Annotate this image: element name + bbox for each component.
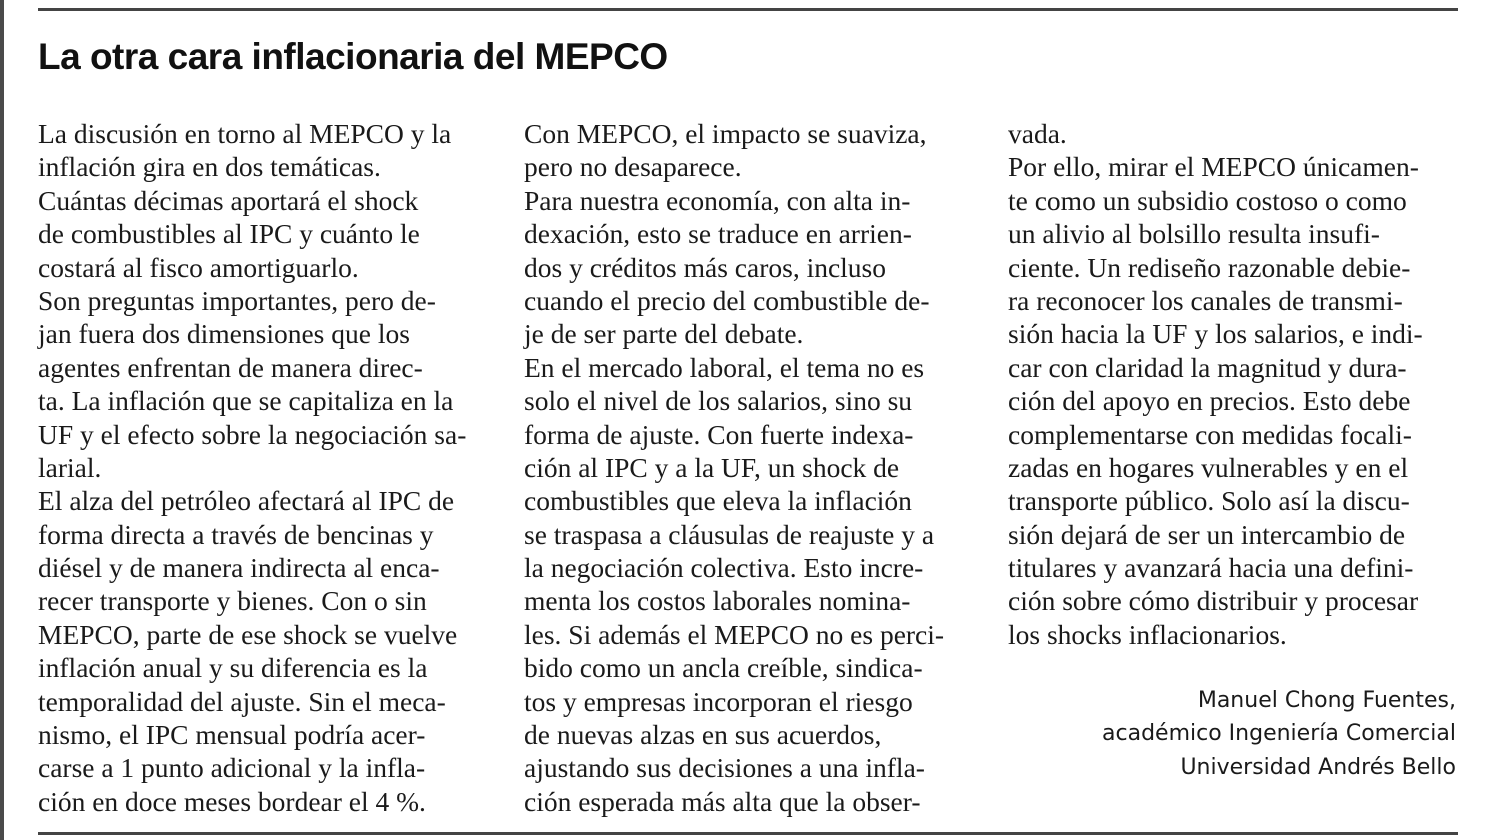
text-line: temporalidad del ajuste. Sin el meca- [38, 685, 446, 717]
article-column-3 [1008, 117, 1468, 651]
text-line: inflación anual y su diferencia es la [38, 652, 428, 684]
text-line: je de ser parte del debate. [524, 318, 804, 350]
text-line: menta los costos laborales nomina- [524, 585, 911, 617]
text-line: ción en doce meses bordear el 4 %. [38, 785, 426, 817]
text-line: Son preguntas importantes, pero de- [38, 284, 436, 316]
text-line: ción esperada más alta que la obser- [524, 785, 921, 817]
text-line: MEPCO, parte de ese shock se vuelve [38, 618, 458, 650]
text-line: dos y créditos más caros, incluso [524, 251, 887, 283]
article-column-1 [38, 117, 498, 818]
text-line: Para nuestra economía, con alta in- [524, 184, 911, 216]
text-line: de combustibles al IPC y cuánto le [38, 218, 420, 250]
text-line: complementarse con medidas focali- [1008, 418, 1412, 450]
text-line: zadas en hogares vulnerables y en el [1008, 451, 1409, 483]
text-line: En el mercado laboral, el tema no es [524, 351, 925, 383]
text-line: larial. [38, 451, 102, 483]
text-line: ra reconocer los canales de transmi- [1008, 284, 1403, 316]
text-line: UF y el efecto sobre la negociación sa- [38, 418, 467, 450]
text-line: carse a 1 punto adicional y la infla- [38, 752, 426, 784]
text-line: Con MEPCO, el impacto se suaviza, [524, 118, 927, 149]
text-line: La discusión en torno al MEPCO y la [38, 118, 452, 149]
text-line: Cuántas décimas aportará el shock [38, 184, 419, 216]
text-line: combustibles que eleva la inflación [524, 485, 912, 517]
text-line: forma de ajuste. Con fuerte indexa- [524, 418, 914, 450]
text-line: les. Si además el MEPCO no es perci- [524, 618, 945, 650]
text-line: forma directa a través de bencinas y [38, 518, 434, 550]
author-title: académico Ingeniería Comercial [1102, 721, 1456, 747]
text-line: de nuevas alzas en sus acuerdos, [524, 719, 882, 751]
text-line: ción al IPC y a la UF, un shock de [524, 451, 900, 483]
text-line: ajustando sus decisiones a una infla- [524, 752, 925, 784]
text-line: bido como un ancla creíble, sindica- [524, 652, 923, 684]
text-line: agentes enfrentan de manera direc- [38, 351, 423, 383]
text-line: titulares y avanzará hacia una defini- [1008, 552, 1414, 584]
text-line: dexación, esto se traduce en arrien- [524, 218, 912, 250]
author-signature [1102, 684, 1456, 784]
text-line: car con claridad la magnitud y dura- [1008, 351, 1407, 383]
bottom-rule [38, 832, 1458, 835]
text-line: jan fuera dos dimensiones que los [38, 318, 410, 350]
text-line: diésel y de manera indirecta al enca- [38, 552, 440, 584]
text-line: tos y empresas incorporan el riesgo [524, 685, 913, 717]
text-line: sión dejará de ser un intercambio de [1008, 518, 1406, 550]
text-line: transporte público. Solo así la discu- [1008, 485, 1410, 517]
text-line: recer transporte y bienes. Con o sin [38, 585, 427, 617]
text-line: ta. La inflación que se capitaliza en la [38, 385, 454, 417]
text-line: se traspasa a cláusulas de reajuste y a [524, 518, 935, 550]
left-border-rule [0, 0, 4, 840]
article-column-2 [524, 117, 984, 818]
text-line: ciente. Un rediseño razonable debie- [1008, 251, 1411, 283]
top-rule [38, 8, 1458, 11]
text-line: solo el nivel de los salarios, sino su [524, 385, 913, 417]
article-headline: La otra cara inflacionaria del MEPCO [38, 36, 668, 77]
text-line: Por ello, mirar el MEPCO únicamen- [1008, 151, 1419, 183]
text-line: El alza del petróleo afectará al IPC de [38, 485, 455, 517]
text-line: la negociación colectiva. Esto incre- [524, 552, 924, 584]
text-line: ción del apoyo en precios. Esto debe [1008, 385, 1411, 417]
text-line: inflación gira en dos temáticas. [38, 151, 381, 183]
author-institution: Universidad Andrés Bello [1180, 754, 1456, 780]
author-name: Manuel Chong Fuentes, [1197, 688, 1456, 713]
text-line: te como un subsidio costoso o como [1008, 184, 1407, 216]
text-line: pero no desaparece. [524, 151, 742, 183]
text-line: nismo, el IPC mensual podría acer- [38, 719, 426, 751]
text-line: un alivio al bolsillo resulta insufi- [1008, 218, 1380, 250]
text-line: los shocks inflacionarios. [1008, 618, 1287, 650]
text-line: costará al fisco amortiguarlo. [38, 251, 359, 283]
text-line: sión hacia la UF y los salarios, e indi- [1008, 318, 1423, 350]
text-line: vada. [1008, 118, 1067, 149]
text-line: cuando el precio del combustible de- [524, 284, 930, 316]
text-line: ción sobre cómo distribuir y procesar [1008, 585, 1419, 617]
